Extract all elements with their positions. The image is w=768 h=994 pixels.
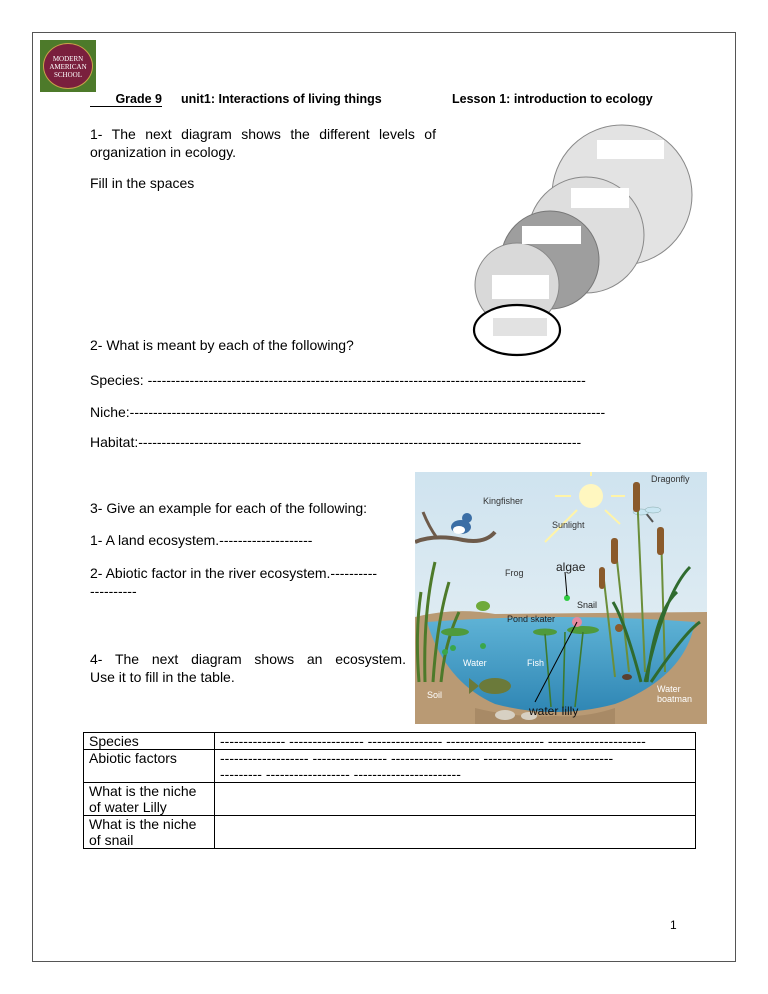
- blank-box-1: [597, 140, 664, 159]
- q3-item-1: 1- A land ecosystem.--------------------: [90, 532, 313, 548]
- q4-line-1: 4- The next diagram shows an ecosystem.: [90, 651, 406, 667]
- label-sunlight: Sunlight: [552, 520, 585, 530]
- lesson-title: Lesson 1: introduction to ecology: [452, 92, 653, 106]
- ecosystem-table: [83, 732, 696, 849]
- q1-line-1: 1- The next diagram shows the different levels of: [90, 126, 436, 142]
- table-label-niche-water-lilly: What is the niche of water Lilly: [84, 783, 215, 816]
- school-logo: [40, 40, 96, 92]
- logo-line-1: MODERN: [52, 55, 84, 63]
- table-answer-species-line: -------------- ---------------- ---------------- --------------------- ---------------------: [220, 733, 646, 749]
- page-number: 1: [670, 918, 677, 932]
- q2-habitat-line: Habitat:-----------------------------------------------------------------------------------------------: [90, 434, 582, 450]
- frog-icon: [476, 601, 490, 611]
- water-boatman-icon: [622, 674, 632, 680]
- table-label-abiotic: Abiotic factors: [84, 750, 215, 783]
- label-soil: Soil: [427, 690, 443, 700]
- unit-title: unit1: Interactions of living things: [181, 92, 382, 106]
- label-water-boatman-line-2: boatman: [657, 694, 693, 704]
- grade-label: Grade 9: [90, 92, 162, 107]
- pebble: [495, 710, 515, 720]
- blank-box-2: [571, 188, 629, 208]
- pond-ecosystem-diagram: [415, 472, 707, 724]
- label-snail: Snail: [577, 600, 598, 610]
- logo-line-2: AMERICAN: [49, 63, 87, 71]
- school-logo-emblem: [43, 43, 93, 89]
- table-answer-niche-snail[interactable]: [215, 816, 696, 849]
- q3-item-2: 2- Abiotic factor in the river ecosystem.----------: [90, 565, 378, 581]
- label-water: Water: [463, 658, 487, 668]
- blank-box-3: [522, 226, 581, 244]
- table-row: [84, 783, 696, 816]
- table-answer-abiotic-line-1: ------------------- ---------------- ------------------- ------------------ ---------: [220, 750, 614, 766]
- lily-pad: [441, 628, 469, 636]
- snail-icon: [615, 624, 623, 632]
- q2-niche-line: Niche:------------------------------------------------------------------------------------------------------: [90, 404, 606, 420]
- table-label-niche-snail: What is the niche of snail: [84, 816, 215, 849]
- table-answer-species[interactable]: [215, 733, 696, 750]
- label-fish: Fish: [527, 658, 545, 668]
- q1-instruction: Fill in the spaces: [90, 175, 195, 191]
- table-answer-abiotic[interactable]: [215, 750, 696, 783]
- q2-species-line: Species: ----------------------------------------------------------------------------------------------: [90, 372, 586, 388]
- table-label-species: Species: [84, 733, 215, 750]
- label-frog: Frog: [505, 568, 524, 578]
- logo-line-3: SCHOOL: [53, 71, 82, 79]
- table-row: [84, 733, 696, 750]
- table-row: [84, 750, 696, 783]
- q3-prompt: 3- Give an example for each of the following:: [90, 500, 368, 516]
- algae-icon: [450, 645, 456, 651]
- algae-icon: [442, 649, 448, 655]
- kingfisher-head-icon: [462, 513, 472, 523]
- label-kingfisher: Kingfisher: [483, 496, 524, 506]
- table-row: [84, 816, 696, 849]
- fish-icon: [479, 678, 511, 694]
- q2-prompt: 2- What is meant by each of the following?: [90, 337, 354, 353]
- q4-line-2: Use it to fill in the table.: [90, 669, 235, 685]
- levels-of-organization-diagram: [460, 120, 700, 370]
- sun-icon: [579, 484, 603, 508]
- label-algae: algae: [556, 560, 586, 574]
- q1-line-2: organization in ecology.: [90, 144, 237, 160]
- algae-icon: [480, 643, 486, 649]
- q3-item-2-cont: ----------: [90, 583, 137, 599]
- label-water-lilly: water lilly: [529, 704, 579, 718]
- label-dragonfly: Dragonfly: [651, 474, 690, 484]
- table-answer-niche-water-lilly[interactable]: [215, 783, 696, 816]
- label-water-boatman-line-1: Water: [657, 684, 681, 694]
- kingfisher-belly-icon: [453, 526, 465, 534]
- blank-box-4: [492, 275, 549, 299]
- table-answer-abiotic-line-2: --------- ------------------ -----------------------: [220, 766, 461, 782]
- label-pond-skater: Pond skater: [507, 614, 556, 624]
- blank-box-5: [493, 318, 547, 336]
